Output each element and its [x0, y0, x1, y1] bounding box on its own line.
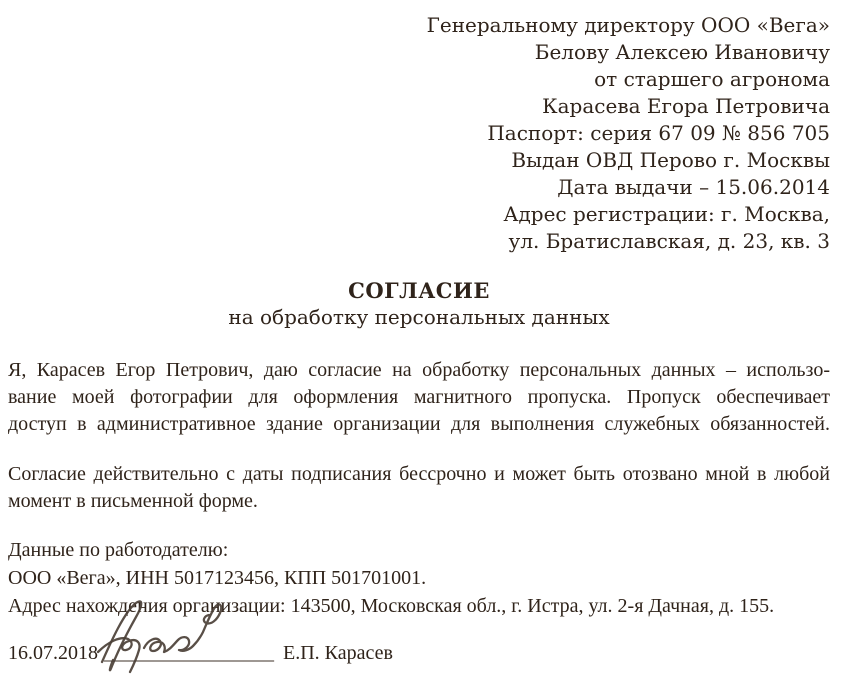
consent-paragraph-line-2: вание моей фотографии для оформления магнитного пропуска. Пропуск обеспечивает	[8, 386, 830, 408]
validity-paragraph	[8, 461, 830, 515]
recipient-line-director: Генеральному директору ООО «Вега»	[426, 13, 830, 37]
signature-date: 16.07.2018	[8, 642, 98, 664]
consent-paragraph-line-3: доступ в административное здание организации для выполнения служебных обязанностей.	[8, 413, 830, 435]
passport-issuer-line: Выдан ОВД Перово г. Москвы	[511, 148, 830, 172]
employer-heading: Данные по работодателю:	[8, 539, 229, 561]
passport-issue-date-line: Дата выдачи – 15.06.2014	[557, 175, 830, 199]
sender-position-line: от старшего агронома	[594, 67, 830, 91]
signatory-name: Е.П. Карасев	[283, 642, 393, 664]
passport-series-line: Паспорт: серия 67 09 № 856 705	[487, 121, 830, 145]
validity-paragraph-line-2: момент в письменной форме.	[8, 490, 258, 512]
employer-address-line: Адрес нахождения организации: 143500, Московская обл., г. Истра, ул. 2-я Дачная, д. 155.	[8, 595, 775, 617]
recipient-block	[8, 12, 830, 255]
signature-blank-line: _________________	[104, 642, 274, 664]
document-subtitle: на обработку персональных данных	[228, 305, 610, 329]
sender-name-line: Карасева Егора Петровича	[542, 94, 830, 118]
registration-address-line-2: ул. Братиславская, д. 23, кв. 3	[508, 229, 830, 253]
signature-row	[8, 640, 830, 667]
employer-requisites-line: ООО «Вега», ИНН 5017123456, КПП 501701001.	[8, 567, 427, 589]
consent-paragraph	[8, 357, 830, 438]
registration-address-line-1: Адрес регистрации: г. Москва,	[503, 202, 830, 226]
title-block	[8, 277, 830, 331]
consent-paragraph-line-1: Я, Карасев Егор Петрович, даю согласие на обработку персональных данных – использо-	[8, 359, 830, 381]
recipient-line-director-name: Белову Алексею Ивановичу	[534, 40, 830, 64]
validity-paragraph-line-1: Согласие действительно с даты подписания бессрочно и может быть отозвано мной в любой	[8, 463, 830, 485]
employer-block	[8, 536, 830, 620]
document-title: СОГЛАСИЕ	[348, 278, 490, 303]
